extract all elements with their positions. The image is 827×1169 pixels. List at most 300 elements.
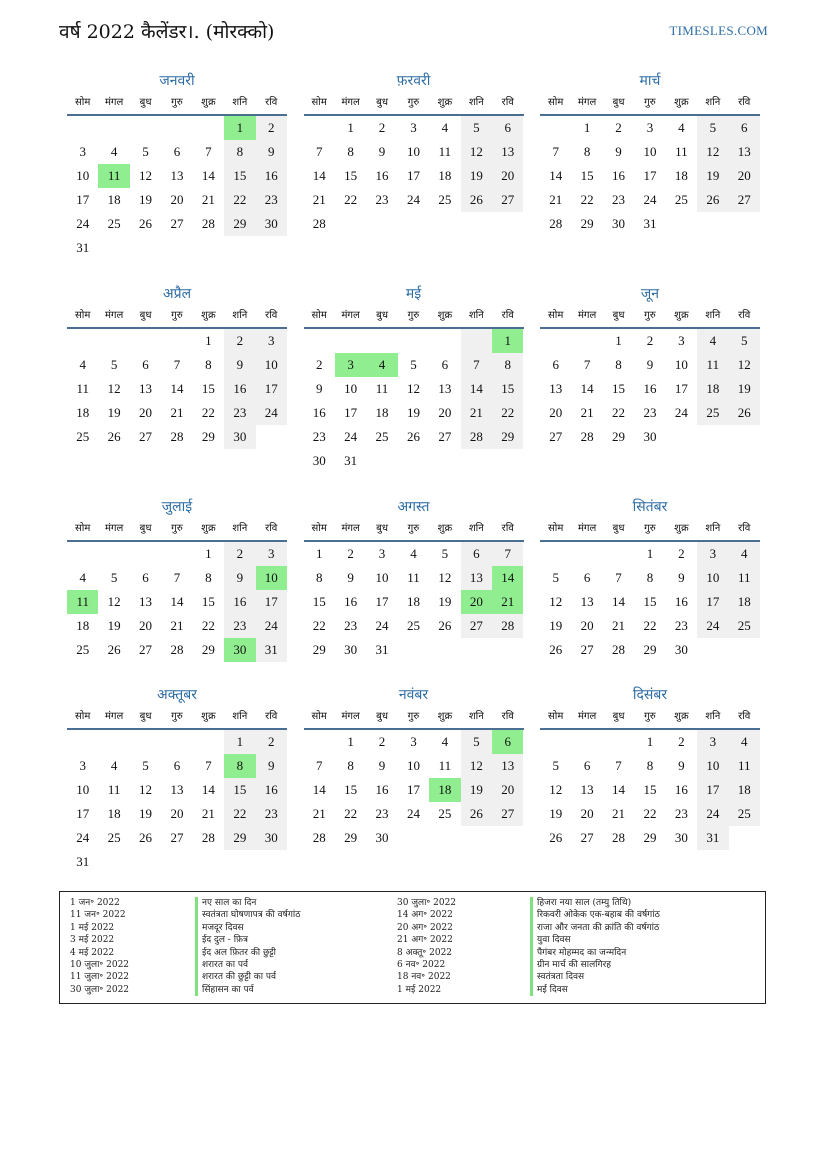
day-cell[interactable]: 8	[224, 754, 255, 778]
day-cell[interactable]: 26	[438, 618, 452, 633]
day-cell[interactable]: 24	[256, 614, 287, 638]
day-cell[interactable]: 16	[224, 377, 255, 401]
day-cell[interactable]: 17	[643, 168, 657, 183]
day-cell[interactable]: 24	[375, 618, 389, 633]
day-cell[interactable]: 15	[580, 168, 594, 183]
day-cell[interactable]: 18	[429, 778, 460, 802]
day-cell[interactable]: 13	[461, 566, 492, 590]
day-cell[interactable]: 17	[256, 590, 287, 614]
day-cell[interactable]: 3	[335, 353, 366, 377]
day-cell[interactable]: 19	[549, 806, 563, 821]
day-cell[interactable]: 23	[256, 188, 287, 212]
day-cell[interactable]: 8	[224, 140, 255, 164]
day-cell[interactable]: 17	[344, 405, 358, 420]
day-cell[interactable]: 7	[173, 357, 181, 372]
day-cell[interactable]: 2	[224, 542, 255, 566]
day-cell[interactable]: 30	[375, 830, 389, 845]
day-cell[interactable]: 7	[552, 144, 559, 159]
day-cell[interactable]: 20	[729, 164, 760, 188]
day-cell[interactable]: 22	[224, 802, 255, 826]
site-link[interactable]: TIMESLES.COM	[669, 23, 768, 38]
day-cell[interactable]: 12	[461, 754, 492, 778]
day-cell[interactable]: 1	[492, 329, 523, 353]
day-cell[interactable]: 23	[375, 806, 389, 821]
day-cell[interactable]: 10	[256, 353, 287, 377]
day-cell[interactable]: 7	[583, 357, 591, 372]
day-cell[interactable]: 23	[256, 802, 287, 826]
day-cell[interactable]: 24	[76, 216, 90, 231]
day-cell[interactable]: 1	[347, 120, 354, 135]
day-cell[interactable]: 6	[492, 116, 523, 140]
day-cell[interactable]: 5	[729, 329, 760, 353]
day-cell[interactable]: 14	[580, 381, 594, 396]
day-cell[interactable]: 25	[674, 192, 688, 207]
day-cell[interactable]: 20	[170, 192, 184, 207]
day-cell[interactable]: 24	[76, 830, 90, 845]
day-cell[interactable]: 10	[697, 566, 728, 590]
day-cell[interactable]: 8	[347, 758, 354, 773]
day-cell[interactable]: 24	[674, 405, 688, 420]
day-cell[interactable]: 1	[583, 120, 591, 135]
day-cell[interactable]: 9	[224, 566, 255, 590]
day-cell[interactable]: 22	[612, 405, 626, 420]
day-cell[interactable]: 18	[76, 618, 90, 633]
day-cell[interactable]: 8	[315, 570, 323, 585]
day-cell[interactable]: 2	[646, 333, 654, 348]
day-cell[interactable]: 13	[438, 381, 452, 396]
day-cell[interactable]: 26	[461, 188, 492, 212]
day-cell[interactable]: 20	[549, 405, 563, 420]
day-cell[interactable]: 12	[438, 570, 452, 585]
day-cell[interactable]: 22	[201, 405, 215, 420]
day-cell[interactable]: 7	[615, 758, 622, 773]
day-cell[interactable]: 10	[697, 754, 728, 778]
day-cell[interactable]: 5	[142, 758, 149, 773]
day-cell[interactable]: 9	[347, 570, 354, 585]
day-cell[interactable]: 27	[170, 830, 184, 845]
day-cell[interactable]: 18	[406, 594, 420, 609]
day-cell[interactable]: 4	[410, 546, 417, 561]
day-cell[interactable]: 4	[678, 120, 685, 135]
day-cell[interactable]: 25	[375, 429, 389, 444]
day-cell[interactable]: 16	[375, 782, 389, 797]
day-cell[interactable]: 24	[643, 192, 657, 207]
day-cell[interactable]: 29	[643, 830, 657, 845]
day-cell[interactable]: 27	[580, 830, 594, 845]
day-cell[interactable]: 5	[461, 730, 492, 754]
day-cell[interactable]: 4	[697, 329, 728, 353]
day-cell[interactable]: 1	[224, 116, 255, 140]
day-cell[interactable]: 6	[173, 758, 181, 773]
day-cell[interactable]: 22	[344, 192, 358, 207]
day-cell[interactable]: 21	[312, 192, 326, 207]
day-cell[interactable]: 13	[492, 754, 523, 778]
day-cell[interactable]: 11	[407, 570, 420, 585]
day-cell[interactable]: 24	[344, 429, 358, 444]
day-cell[interactable]: 1	[224, 730, 255, 754]
day-cell[interactable]: 19	[107, 618, 121, 633]
day-cell[interactable]: 9	[678, 758, 685, 773]
day-cell[interactable]: 7	[492, 542, 523, 566]
day-cell[interactable]: 19	[438, 594, 452, 609]
day-cell[interactable]: 21	[201, 192, 215, 207]
day-cell[interactable]: 23	[224, 614, 255, 638]
day-cell[interactable]: 21	[612, 806, 626, 821]
day-cell[interactable]: 28	[492, 614, 523, 638]
day-cell[interactable]: 27	[170, 216, 184, 231]
day-cell[interactable]: 18	[697, 377, 728, 401]
day-cell[interactable]: 2	[378, 734, 386, 749]
day-cell[interactable]: 27	[580, 642, 594, 657]
day-cell[interactable]: 3	[410, 734, 417, 749]
day-cell[interactable]: 7	[205, 144, 212, 159]
day-cell[interactable]: 15	[201, 594, 215, 609]
day-cell[interactable]: 29	[643, 642, 657, 657]
day-cell[interactable]: 10	[344, 381, 358, 396]
day-cell[interactable]: 30	[256, 826, 287, 850]
day-cell[interactable]: 3	[678, 333, 685, 348]
day-cell[interactable]: 7	[315, 758, 323, 773]
day-cell[interactable]: 27	[139, 642, 153, 657]
day-cell[interactable]: 10	[375, 570, 389, 585]
day-cell[interactable]: 31	[375, 642, 389, 657]
day-cell[interactable]: 8	[205, 357, 212, 372]
day-cell[interactable]: 25	[107, 830, 121, 845]
day-cell[interactable]: 25	[697, 401, 728, 425]
day-cell[interactable]: 26	[107, 429, 121, 444]
day-cell[interactable]: 18	[674, 168, 688, 183]
day-cell[interactable]: 31	[76, 240, 90, 255]
day-cell[interactable]: 13	[580, 782, 594, 797]
day-cell[interactable]: 25	[76, 429, 90, 444]
day-cell[interactable]: 19	[461, 778, 492, 802]
day-cell[interactable]: 19	[406, 405, 420, 420]
day-cell[interactable]: 22	[492, 401, 523, 425]
day-cell[interactable]: 29	[580, 216, 594, 231]
day-cell[interactable]: 25	[438, 806, 452, 821]
day-cell[interactable]: 6	[552, 357, 559, 372]
day-cell[interactable]: 15	[201, 381, 215, 396]
day-cell[interactable]: 13	[170, 168, 184, 183]
day-cell[interactable]: 28	[170, 429, 184, 444]
day-cell[interactable]: 12	[461, 140, 492, 164]
day-cell[interactable]: 4	[110, 758, 118, 773]
day-cell[interactable]: 13	[549, 381, 563, 396]
day-cell[interactable]: 30	[674, 830, 688, 845]
day-cell[interactable]: 13	[492, 140, 523, 164]
day-cell[interactable]: 5	[110, 570, 118, 585]
day-cell[interactable]: 18	[729, 590, 760, 614]
day-cell[interactable]: 21	[201, 806, 215, 821]
day-cell[interactable]: 21	[170, 618, 184, 633]
day-cell[interactable]: 26	[549, 642, 563, 657]
day-cell[interactable]: 18	[375, 405, 389, 420]
day-cell[interactable]: 5	[697, 116, 728, 140]
day-cell[interactable]: 6	[142, 570, 149, 585]
day-cell[interactable]: 12	[549, 782, 563, 797]
day-cell[interactable]: 23	[643, 405, 657, 420]
day-cell[interactable]: 11	[67, 590, 98, 614]
day-cell[interactable]: 5	[552, 570, 559, 585]
day-cell[interactable]: 21	[580, 405, 594, 420]
day-cell[interactable]: 19	[729, 377, 760, 401]
day-cell[interactable]: 11	[438, 758, 452, 773]
day-cell[interactable]: 24	[697, 802, 728, 826]
day-cell[interactable]: 5	[410, 357, 417, 372]
day-cell[interactable]: 27	[549, 429, 563, 444]
day-cell[interactable]: 10	[256, 566, 287, 590]
day-cell[interactable]: 28	[170, 642, 184, 657]
day-cell[interactable]: 14	[612, 594, 626, 609]
day-cell[interactable]: 14	[170, 594, 184, 609]
day-cell[interactable]: 11	[438, 144, 452, 159]
day-cell[interactable]: 3	[79, 758, 86, 773]
day-cell[interactable]: 22	[580, 192, 594, 207]
day-cell[interactable]: 11	[107, 782, 121, 797]
day-cell[interactable]: 16	[375, 168, 389, 183]
day-cell[interactable]: 29	[312, 642, 326, 657]
day-cell[interactable]: 14	[312, 782, 326, 797]
day-cell[interactable]: 13	[170, 782, 184, 797]
day-cell[interactable]: 16	[674, 782, 688, 797]
day-cell[interactable]: 27	[438, 429, 452, 444]
day-cell[interactable]: 2	[615, 120, 622, 135]
day-cell[interactable]: 13	[139, 594, 153, 609]
day-cell[interactable]: 19	[549, 618, 563, 633]
day-cell[interactable]: 5	[461, 116, 492, 140]
day-cell[interactable]: 15	[224, 164, 255, 188]
day-cell[interactable]: 19	[139, 806, 153, 821]
day-cell[interactable]: 9	[256, 140, 287, 164]
day-cell[interactable]: 21	[612, 618, 626, 633]
day-cell[interactable]: 23	[674, 806, 688, 821]
day-cell[interactable]: 21	[461, 401, 492, 425]
day-cell[interactable]: 6	[441, 357, 449, 372]
day-cell[interactable]: 28	[549, 216, 563, 231]
day-cell[interactable]: 20	[492, 164, 523, 188]
day-cell[interactable]: 9	[378, 758, 386, 773]
day-cell[interactable]: 14	[201, 782, 215, 797]
day-cell[interactable]: 12	[549, 594, 563, 609]
day-cell[interactable]: 17	[697, 590, 728, 614]
day-cell[interactable]: 29	[224, 826, 255, 850]
day-cell[interactable]: 18	[76, 405, 90, 420]
day-cell[interactable]: 8	[646, 570, 654, 585]
day-cell[interactable]: 3	[256, 329, 287, 353]
day-cell[interactable]: 9	[615, 144, 622, 159]
day-cell[interactable]: 3	[410, 120, 417, 135]
day-cell[interactable]: 9	[646, 357, 654, 372]
day-cell[interactable]: 4	[79, 357, 86, 372]
day-cell[interactable]: 12	[139, 782, 153, 797]
day-cell[interactable]: 8	[646, 758, 654, 773]
day-cell[interactable]: 28	[312, 830, 326, 845]
day-cell[interactable]: 31	[344, 453, 358, 468]
day-cell[interactable]: 13	[580, 594, 594, 609]
day-cell[interactable]: 30	[224, 638, 255, 662]
day-cell[interactable]: 4	[729, 730, 760, 754]
day-cell[interactable]: 30	[674, 642, 688, 657]
day-cell[interactable]: 15	[344, 168, 358, 183]
day-cell[interactable]: 8	[492, 353, 523, 377]
day-cell[interactable]: 30	[224, 425, 255, 449]
day-cell[interactable]: 26	[549, 830, 563, 845]
day-cell[interactable]: 16	[612, 168, 626, 183]
day-cell[interactable]: 30	[612, 216, 626, 231]
day-cell[interactable]: 2	[378, 120, 386, 135]
day-cell[interactable]: 26	[697, 188, 728, 212]
day-cell[interactable]: 27	[492, 802, 523, 826]
day-cell[interactable]: 31	[76, 854, 90, 869]
day-cell[interactable]: 25	[438, 192, 452, 207]
day-cell[interactable]: 1	[347, 734, 354, 749]
day-cell[interactable]: 24	[256, 401, 287, 425]
day-cell[interactable]: 18	[438, 168, 452, 183]
day-cell[interactable]: 7	[315, 144, 323, 159]
day-cell[interactable]: 8	[583, 144, 591, 159]
day-cell[interactable]: 20	[139, 618, 153, 633]
day-cell[interactable]: 21	[312, 806, 326, 821]
day-cell[interactable]: 8	[205, 570, 212, 585]
day-cell[interactable]: 28	[612, 830, 626, 845]
day-cell[interactable]: 30	[312, 453, 326, 468]
day-cell[interactable]: 6	[583, 758, 591, 773]
day-cell[interactable]: 22	[201, 618, 215, 633]
day-cell[interactable]: 20	[492, 778, 523, 802]
day-cell[interactable]: 4	[366, 353, 397, 377]
day-cell[interactable]: 20	[580, 806, 594, 821]
day-cell[interactable]: 14	[612, 782, 626, 797]
day-cell[interactable]: 11	[98, 164, 129, 188]
day-cell[interactable]: 9	[315, 381, 323, 396]
day-cell[interactable]: 24	[406, 806, 420, 821]
day-cell[interactable]: 25	[729, 614, 760, 638]
day-cell[interactable]: 8	[347, 144, 354, 159]
day-cell[interactable]: 10	[643, 144, 657, 159]
day-cell[interactable]: 13	[139, 381, 153, 396]
day-cell[interactable]: 2	[256, 730, 287, 754]
day-cell[interactable]: 14	[492, 566, 523, 590]
day-cell[interactable]: 1	[646, 546, 654, 561]
day-cell[interactable]: 10	[406, 144, 420, 159]
day-cell[interactable]: 14	[312, 168, 326, 183]
day-cell[interactable]: 9	[256, 754, 287, 778]
day-cell[interactable]: 25	[76, 642, 90, 657]
day-cell[interactable]: 11	[697, 353, 728, 377]
day-cell[interactable]: 12	[729, 353, 760, 377]
day-cell[interactable]: 9	[378, 144, 386, 159]
day-cell[interactable]: 26	[107, 642, 121, 657]
day-cell[interactable]: 13	[729, 140, 760, 164]
day-cell[interactable]: 31	[256, 638, 287, 662]
day-cell[interactable]: 16	[224, 590, 255, 614]
day-cell[interactable]: 15	[312, 594, 326, 609]
day-cell[interactable]: 26	[406, 429, 420, 444]
day-cell[interactable]: 25	[729, 802, 760, 826]
day-cell[interactable]: 28	[201, 216, 215, 231]
day-cell[interactable]: 29	[201, 429, 215, 444]
day-cell[interactable]: 27	[729, 188, 760, 212]
day-cell[interactable]: 16	[256, 164, 287, 188]
day-cell[interactable]: 24	[697, 614, 728, 638]
day-cell[interactable]: 23	[312, 429, 326, 444]
day-cell[interactable]: 15	[344, 782, 358, 797]
day-cell[interactable]: 12	[406, 381, 420, 396]
day-cell[interactable]: 7	[615, 570, 622, 585]
day-cell[interactable]: 25	[107, 216, 121, 231]
day-cell[interactable]: 29	[201, 642, 215, 657]
day-cell[interactable]: 7	[461, 353, 492, 377]
day-cell[interactable]: 5	[142, 144, 149, 159]
day-cell[interactable]: 10	[76, 168, 90, 183]
day-cell[interactable]: 4	[79, 570, 86, 585]
day-cell[interactable]: 21	[549, 192, 563, 207]
day-cell[interactable]: 20	[461, 590, 492, 614]
day-cell[interactable]: 20	[438, 405, 452, 420]
day-cell[interactable]: 26	[139, 216, 153, 231]
day-cell[interactable]: 30	[344, 642, 358, 657]
day-cell[interactable]: 22	[344, 806, 358, 821]
day-cell[interactable]: 11	[76, 381, 89, 396]
day-cell[interactable]: 1	[615, 333, 622, 348]
day-cell[interactable]: 9	[224, 353, 255, 377]
day-cell[interactable]: 27	[139, 429, 153, 444]
day-cell[interactable]: 31	[697, 826, 728, 850]
day-cell[interactable]: 23	[674, 618, 688, 633]
day-cell[interactable]: 11	[729, 566, 760, 590]
day-cell[interactable]: 4	[110, 144, 118, 159]
day-cell[interactable]: 2	[256, 116, 287, 140]
day-cell[interactable]: 29	[224, 212, 255, 236]
day-cell[interactable]: 22	[643, 806, 657, 821]
day-cell[interactable]: 5	[441, 546, 449, 561]
day-cell[interactable]: 19	[461, 164, 492, 188]
day-cell[interactable]: 20	[139, 405, 153, 420]
day-cell[interactable]: 10	[76, 782, 90, 797]
day-cell[interactable]: 30	[643, 429, 657, 444]
day-cell[interactable]: 12	[107, 594, 121, 609]
day-cell[interactable]: 3	[646, 120, 654, 135]
day-cell[interactable]: 14	[549, 168, 563, 183]
day-cell[interactable]: 2	[678, 734, 685, 749]
day-cell[interactable]: 4	[441, 120, 449, 135]
day-cell[interactable]: 28	[312, 216, 326, 231]
day-cell[interactable]: 16	[256, 778, 287, 802]
day-cell[interactable]: 6	[173, 144, 181, 159]
day-cell[interactable]: 12	[139, 168, 153, 183]
day-cell[interactable]: 5	[552, 758, 559, 773]
day-cell[interactable]: 22	[224, 188, 255, 212]
day-cell[interactable]: 26	[729, 401, 760, 425]
day-cell[interactable]: 16	[643, 381, 657, 396]
day-cell[interactable]: 26	[139, 830, 153, 845]
day-cell[interactable]: 23	[612, 192, 626, 207]
day-cell[interactable]: 15	[612, 381, 626, 396]
day-cell[interactable]: 30	[256, 212, 287, 236]
day-cell[interactable]: 27	[492, 188, 523, 212]
day-cell[interactable]: 2	[347, 546, 354, 561]
day-cell[interactable]: 17	[697, 778, 728, 802]
day-cell[interactable]: 3	[378, 546, 386, 561]
day-cell[interactable]: 17	[674, 381, 688, 396]
day-cell[interactable]: 7	[173, 570, 181, 585]
day-cell[interactable]: 21	[170, 405, 184, 420]
day-cell[interactable]: 11	[729, 754, 760, 778]
day-cell[interactable]: 29	[612, 429, 626, 444]
day-cell[interactable]: 6	[461, 542, 492, 566]
day-cell[interactable]: 17	[256, 377, 287, 401]
day-cell[interactable]: 9	[678, 570, 685, 585]
